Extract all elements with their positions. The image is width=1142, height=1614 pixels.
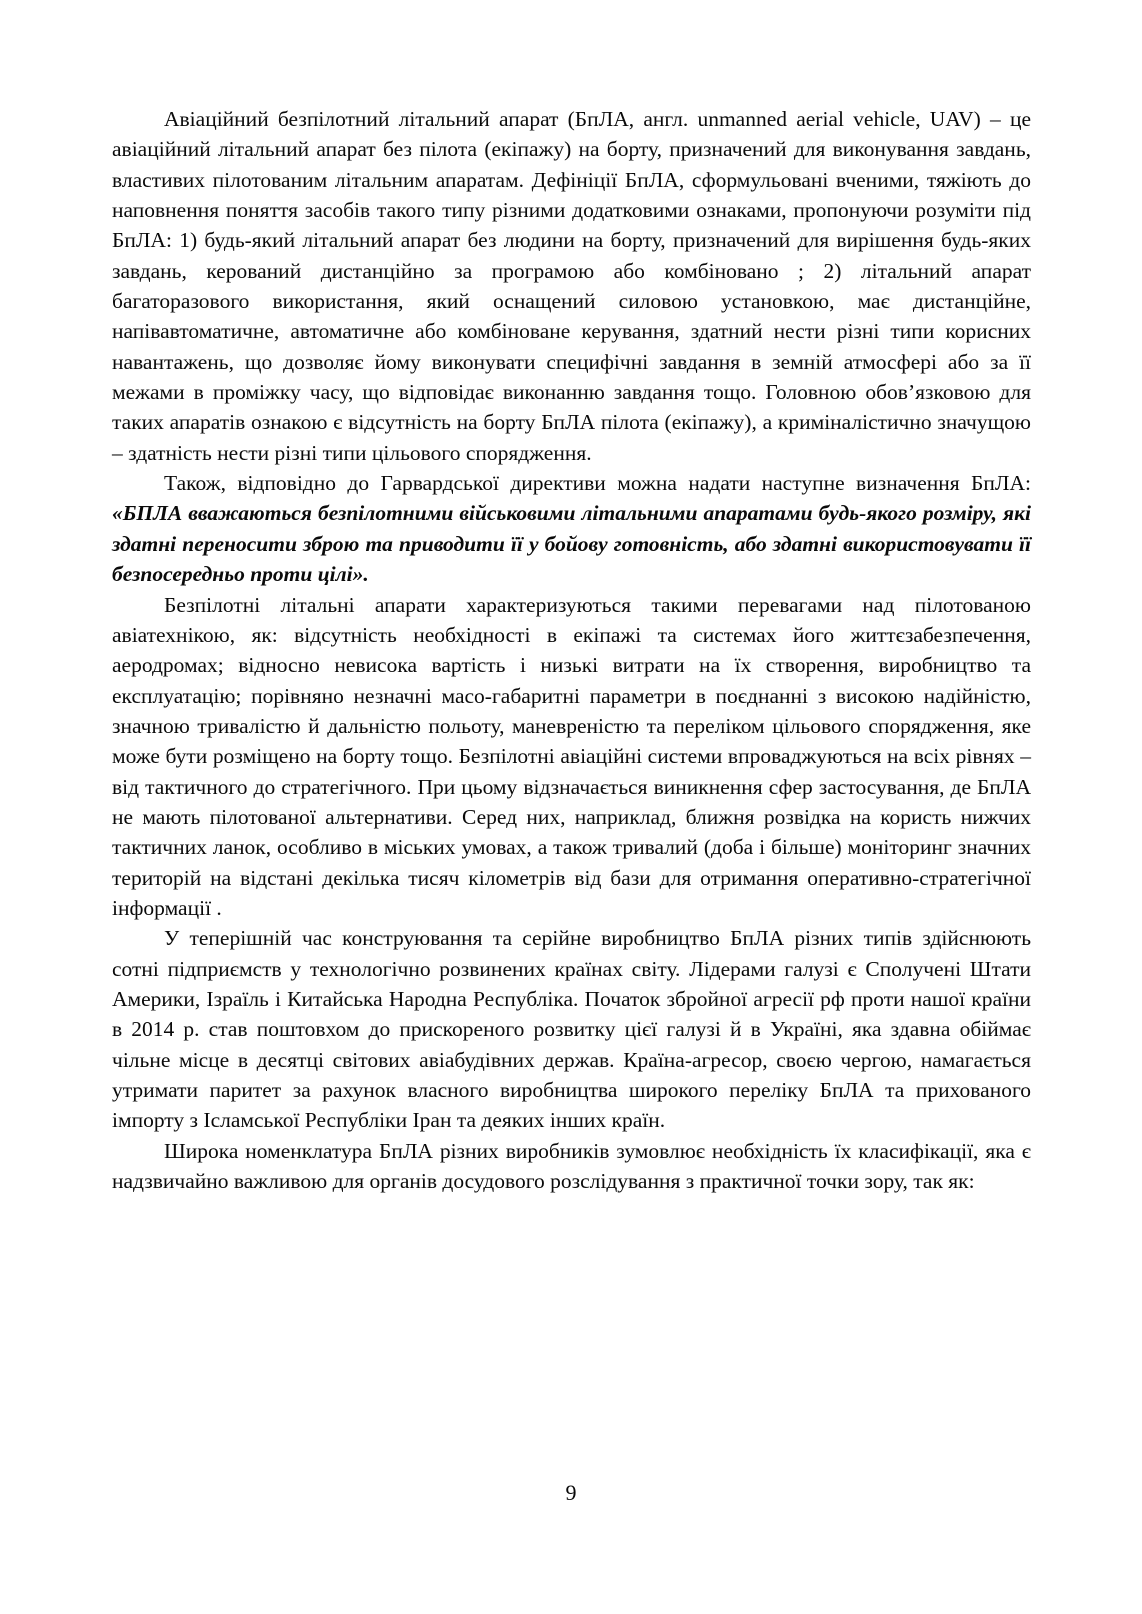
- page-number: 9: [565, 1480, 577, 1505]
- paragraph: [112, 923, 1031, 1135]
- paragraph: [112, 468, 1031, 589]
- body-text-segment: Авіаційний безпілотний літальний апарат (БпЛА, англ. unmanned aerial vehicle, UAV) – це авіаційний літальний апарат без пілота (екіпажу) на борту, призначений для виконування завдань, властивих пілотованим літальним апаратам. Дефініції БпЛА, сформульовані вченими, тяжіють до наповнення поняття засобів такого типу різними додатковими ознаками, пропонуючи розуміти під БпЛА: 1) будь-який літальний апарат без людини на борту, призначений для вирішення будь-яких завдань, керований дистанційно за програмою або комбіновано ; 2) літальний апарат багаторазового використання, який оснащений силовою установкою, має дистанційне, напівавтоматичне, автоматичне або комбіноване керування, здатний нести різні типи корисних навантажень, що дозволяє йому виконувати специфічні завдання в земній атмосфері або за її межами в проміжку часу, що відповідає виконанню завдання тощо. Головною обов’язковою для таких апаратів ознакою є відсутність на борту БпЛА пілота (екіпажу), а криміналістично значущою – здатність нести різні типи цільового спорядження.: [112, 107, 1031, 465]
- body-text-segment: Широка номенклатура БпЛА різних виробників зумовлює необхідність їх класифікації, яка є надзвичайно важливою для органів досудового розслідування з практичної точки зору, так як:: [112, 1138, 1031, 1194]
- body-text-segment: У теперішній час конструювання та серійне виробництво БпЛА різних типів здійснюють сотні підприємств у технологічно розвинених країнах світу. Лідерами галузі є Сполучені Штати Америки, Ізраїль і Китайська Народна Республіка. Початок збройної агресії рф проти нашої країни в 2014 р. став поштовхом до прискореного розвитку цієї галузі й в Україні, яка здавна обіймає чільне місце в десятці світових авіабудівних держав. Країна-агресор, своєю чергою, намагається утримати паритет за рахунок власного виробництва широкого переліку БпЛА та прихованого імпорту з Ісламської Республіки Іран та деяких інших країн.: [112, 926, 1031, 1133]
- body-text-segment: Безпілотні літальні апарати характеризуються такими перевагами над пілотованою авіатехнікою, як: відсутність необхідності в екіпажі та системах його життєзабезпечення, аеродромах; відносно невисока вартість і низькі витрати на їх створення, виробництво та експлуатацію; порівняно незначні масо-габаритні параметри в поєднанні з високою надійністю, значною тривалістю й дальністю польоту, маневреністю та переліком цільового спорядження, яке може бути розміщено на борту тощо. Безпілотні авіаційні системи впроваджуються на всіх рівнях – від тактичного до стратегічного. При цьому відзначається виникнення сфер застосування, де БпЛА не мають пілотованої альтернативи. Серед них, наприклад, ближня розвідка на користь нижчих тактичних ланок, особливо в міських умовах, а також тривалий (доба і більше) моніторинг значних територій на відстані декілька тисяч кілометрів від бази для отримання оперативно-стратегічної інформації .: [112, 592, 1031, 920]
- body-text-segment: Також, відповідно до Гарвардської директиви можна надати наступне визначення БпЛА:: [164, 471, 1031, 496]
- quoted-definition-text: «БПЛА вважаються безпілотними військовими літальними апаратами будь-якого розміру, які здатні переносити зброю та приводити її у бойову готовність, або здатні використовувати її безпосередньо проти цілі».: [112, 501, 1031, 587]
- paragraph: [112, 1136, 1031, 1197]
- document-body: [112, 104, 1031, 1196]
- paragraph: [112, 590, 1031, 924]
- paragraph: [112, 104, 1031, 468]
